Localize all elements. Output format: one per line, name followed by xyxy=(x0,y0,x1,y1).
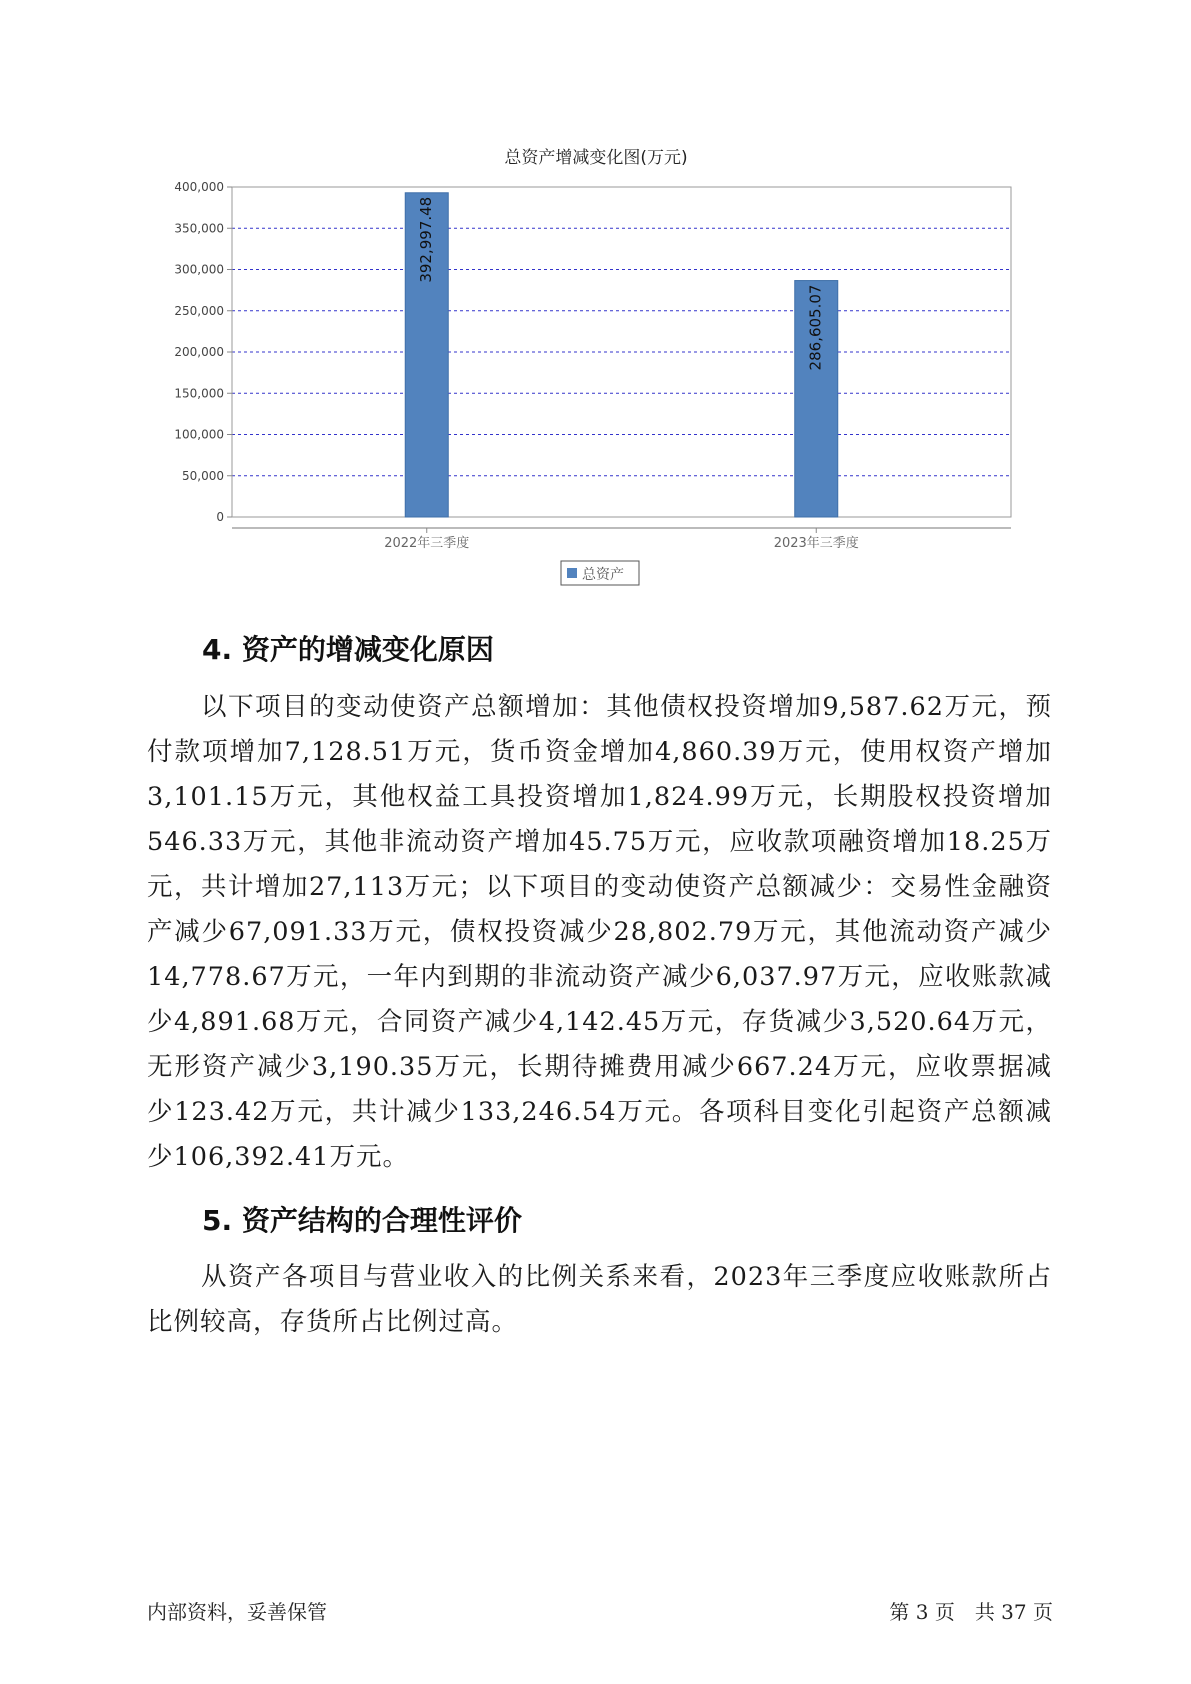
legend-swatch xyxy=(567,568,577,578)
y-tick-label: 350,000 xyxy=(174,221,224,236)
paragraph-asset-change-reasons: 以下项目的变动使资产总额增加：其他债权投资增加9,587.62万元，预付款项增加7,128.51万元，货币资金增加4,860.39万元，使用权资产增加3,101.15万元，其他权益工具投资增加1,824.99万元，长期股权投资增加546.33万元，其他非流动资产增加45.75万元，应收款项融资增加18.25万元，共计增加27,113万元；以下项目的变动使资产总额减少：交易性金融资产减少67,091.33万元，债权投资减少28,802.79万元，其他流动资产减少14,778.67万元，一年内到期的非流动资产减少6,037.97万元，应收账款减少4,891.68万元，合同资产减少4,142.45万元，存货减少3,520.64万元，无形资产减少3,190.35万元，长期待摊费用减少667.24万元，应收票据减少123.42万元，共计减少133,246.54万元。各项科目变化引起资产总额减少106,392.41万元。 xyxy=(147,692,1052,1172)
chart-title: 总资产增减变化图(万元) xyxy=(504,148,688,168)
y-tick-label: 150,000 xyxy=(174,386,224,401)
bar-data-label: 286,605.07 xyxy=(806,284,825,371)
y-tick-label: 100,000 xyxy=(174,427,224,442)
y-tick-label: 300,000 xyxy=(174,262,224,277)
chart-legend xyxy=(561,561,639,585)
footer-confidential-note: 内部资料，妥善保管 xyxy=(147,1600,327,1624)
section-heading-asset-structure: 5. 资产结构的合理性评价 xyxy=(202,1204,522,1237)
section-heading-asset-change-reasons: 4. 资产的增减变化原因 xyxy=(202,633,494,666)
x-tick-label: 2022年三季度 xyxy=(384,536,470,551)
legend-label: 总资产 xyxy=(582,567,624,583)
chart-gridlines xyxy=(232,187,1011,476)
y-tick-label: 250,000 xyxy=(174,303,224,318)
chart-bars xyxy=(405,193,838,517)
chart-axes xyxy=(174,180,1011,551)
x-tick-label: 2023年三季度 xyxy=(773,536,859,551)
bar-data-label: 392,997.48 xyxy=(417,196,436,283)
total-assets-chart xyxy=(0,0,1191,600)
y-tick-label: 50,000 xyxy=(182,468,224,483)
paragraph-asset-structure: 从资产各项目与营业收入的比例关系来看，2023年三季度应收账款所占比例较高，存货所占比例过高。 xyxy=(147,1262,1052,1337)
y-tick-label: 0 xyxy=(216,510,224,524)
y-tick-label: 200,000 xyxy=(174,345,224,359)
y-tick-label: 400,000 xyxy=(174,180,224,194)
footer-page-number: 第 3 页 共 37 页 xyxy=(889,1600,1053,1624)
